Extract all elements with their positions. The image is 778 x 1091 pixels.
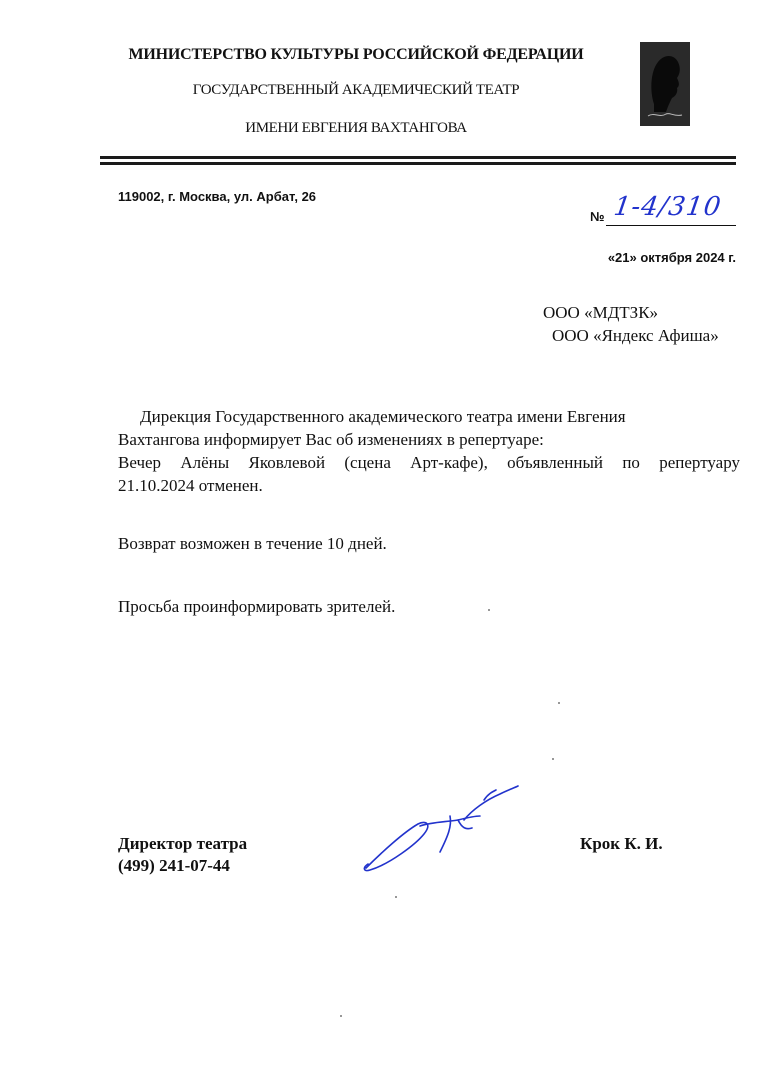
recipient-1: ООО «МДТЗК» xyxy=(543,303,659,322)
handwritten-signature-icon xyxy=(360,780,530,880)
signer-name: Крок К. И. xyxy=(580,834,663,853)
notice-line-3: Вечер Алёны Яковлевой (сцена Арт-кафе), объявленный по репертуару xyxy=(118,453,740,472)
header-double-rule-top xyxy=(100,156,736,159)
notice-line-1: Дирекция Государственного академического театра имени Евгения xyxy=(140,407,626,426)
notice-line-2: Вахтангова информирует Вас об изменениях в репертуаре: xyxy=(118,430,544,449)
document-number-handwritten: 1-4/310 xyxy=(611,192,724,222)
request-note: Просьба проинформировать зрителей. xyxy=(118,597,396,616)
document-number-underline xyxy=(606,225,736,226)
scan-speck xyxy=(558,702,560,704)
refund-note: Возврат возможен в течение 10 дней. xyxy=(118,534,387,553)
document-date: «21» октября 2024 г. xyxy=(607,250,736,265)
scan-speck xyxy=(488,609,490,611)
scan-speck xyxy=(340,1015,342,1017)
recipient-2: ООО «Яндекс Афиша» xyxy=(552,326,719,345)
theatre-profile-logo-icon xyxy=(640,42,690,126)
document-number-label: № xyxy=(590,209,605,224)
director-phone: (499) 241-07-44 xyxy=(118,856,230,875)
theatre-name-line1: ГОСУДАРСТВЕННЫЙ АКАДЕМИЧЕСКИЙ ТЕАТР xyxy=(192,82,520,98)
scan-speck xyxy=(552,758,554,760)
theatre-name-line2: ИМЕНИ ЕВГЕНИЯ ВАХТАНГОВА xyxy=(245,120,467,136)
ministry-name: МИНИСТЕРСТВО КУЛЬТУРЫ РОССИЙСКОЙ ФЕДЕРАЦИИ xyxy=(128,46,584,63)
director-title: Директор театра xyxy=(118,834,248,853)
scan-speck xyxy=(395,896,397,898)
header-double-rule-bottom xyxy=(100,162,736,165)
notice-line-4: 21.10.2024 отменен. xyxy=(118,476,263,495)
notice-paragraph xyxy=(118,405,740,497)
theatre-address: 119002, г. Москва, ул. Арбат, 26 xyxy=(118,189,317,204)
